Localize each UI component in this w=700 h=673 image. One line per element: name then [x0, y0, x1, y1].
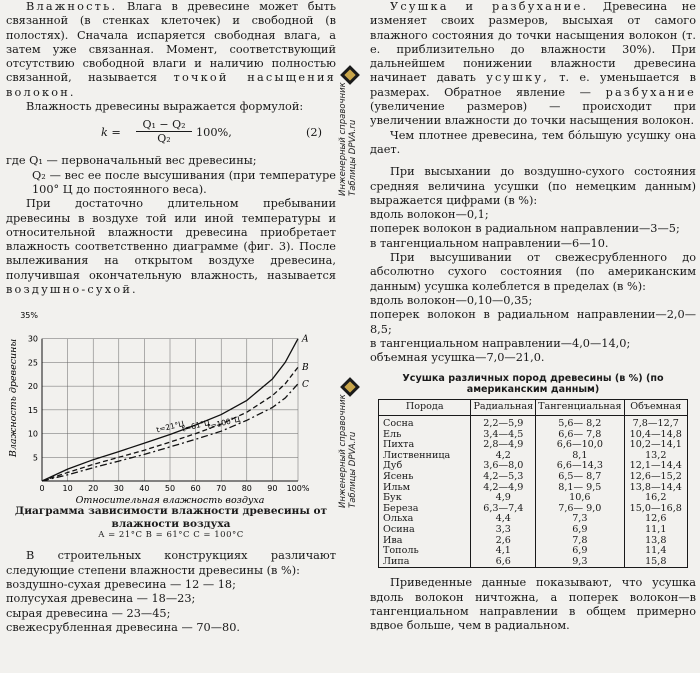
table-cell-value: 4,2: [471, 451, 536, 462]
paragraph-2-term: воздушно-сухой.: [6, 283, 138, 297]
table-cell-value: 13,8: [624, 536, 687, 547]
x-tick-label: 30: [113, 484, 124, 494]
table-cell-species: Ильм: [379, 483, 471, 494]
x-tick-label: 80: [241, 484, 252, 494]
table-cell-value: 4,4: [471, 514, 536, 525]
chart-caption: Диаграмма зависимости влажности древесины от влажности воздуха: [14, 505, 328, 530]
shrinkage-table: [378, 399, 688, 568]
table-cell-value: 5,6— 8,2: [536, 416, 624, 430]
y-axis-label: Влажность древесины: [8, 339, 19, 458]
series-end-label: B: [302, 363, 309, 374]
table-cell-value: 6,9: [536, 525, 624, 536]
table-cell-value: 3,4—4,5: [471, 430, 536, 441]
table-cell-value: 8,1: [536, 451, 624, 462]
grade-3: сырая древесина — 23—45;: [6, 606, 171, 620]
y-tick-label: 15: [27, 406, 38, 416]
table-cell-value: 2,6: [471, 536, 536, 547]
table-cell-value: 7,8—12,7: [624, 416, 687, 430]
x-tick-label: 70: [216, 484, 227, 494]
paragraph-2-text: При достаточно длительном пребывании древесины в воздухе той или иной температуры и относительной влажности древесина приобретает влажность соответственно диаграмме (фиг. 3). После вылеживания на открытом воздухе древесина, получившая окончательную влажность, называется: [6, 197, 336, 282]
table-cell-value: 6,3—7,4: [471, 504, 536, 515]
table-cell-value: 7,3: [536, 514, 624, 525]
x-tick-label: 0: [39, 484, 45, 494]
table-cell-species: Сосна: [379, 416, 471, 430]
table-cell-value: 6,6—14,3: [536, 461, 624, 472]
density-paragraph: Чем плотнее древесина, тем бо́льшую усушку она дает.: [370, 128, 696, 156]
table-cell-value: 9,3: [536, 557, 624, 568]
where-1: где Q₁ — первоначальный вес древесины;: [6, 154, 257, 168]
y-tick-label: 20: [27, 382, 38, 392]
table-cell-value: 11,1: [624, 525, 687, 536]
table-cell-species: Осина: [379, 525, 471, 536]
table-cell-species: Ель: [379, 430, 471, 441]
chart-grid: [42, 339, 298, 481]
table-header: Порода: [379, 400, 471, 416]
table-cell-value: 12,6—15,2: [624, 472, 687, 483]
table-cell-value: 15,8: [624, 557, 687, 568]
x-tick-label: 40: [139, 484, 150, 494]
x-tick-label: 20: [88, 484, 99, 494]
conclusion-paragraph: Приведенные данные показывают, что усушка вдоль волокон ничтожна, а поперек волокон—в тангенциальном направлении в общем примерно вдвое больше, чем в радиальном.: [370, 576, 696, 633]
paragraph-2: [6, 197, 336, 297]
formula-numerator: Q₁ − Q₂: [136, 118, 192, 132]
grade-1: воздушно-сухая древесина — 12 — 18;: [6, 577, 236, 591]
chart-svg: [6, 305, 336, 505]
curve-label: t=100°Ц: [206, 414, 242, 432]
table-cell-value: 10,4—14,8: [624, 430, 687, 441]
shrinkage-term: усушку,: [486, 71, 550, 85]
right-column: [370, 0, 696, 634]
table-row: [379, 557, 688, 568]
formula-fraction: [136, 118, 192, 145]
table-cell-species: Ольха: [379, 514, 471, 525]
y-tick-label: 30: [27, 335, 38, 345]
table-cell-value: 4,2—4,9: [471, 483, 536, 494]
table-body: [379, 416, 688, 568]
formula-number: (2): [305, 126, 322, 140]
watermark-text-1: Инженерный справочник Таблицы DPVA.ru: [338, 82, 358, 196]
swelling-term: разбухание: [605, 85, 696, 99]
formula-denominator: Q₂: [157, 132, 171, 146]
german-line-2: поперек волокон в радиальном направлении—3—5;: [370, 222, 680, 236]
table-header-row: [379, 400, 688, 416]
table-cell-value: 6,6—10,0: [536, 440, 624, 451]
table-cell-value: 4,2—5,3: [471, 472, 536, 483]
table-cell-value: 10,2—14,1: [624, 440, 687, 451]
table-cell-species: Липа: [379, 557, 471, 568]
table-row: [379, 514, 688, 525]
x-tick-label: 60: [190, 484, 201, 494]
table-cell-value: 3,6—8,0: [471, 461, 536, 472]
american-data-paragraph: При высушивании от свежесрубленного до абсолютно сухого состояния (по американским данным) усушка колеблется в пределах (в %):: [370, 251, 696, 293]
grade-2: полусухая древесина — 18—23;: [6, 592, 196, 606]
table-cell-species: Пихта: [379, 440, 471, 451]
table-cell-value: 4,9: [471, 493, 536, 504]
table-cell-value: 7,6— 9,0: [536, 504, 624, 515]
table-cell-species: Лиственница: [379, 451, 471, 462]
formula-percent: 100%,: [196, 126, 232, 140]
table-cell-value: 2,8—4,9: [471, 440, 536, 451]
grade-4: свежесрубленная древесина — 70—80.: [6, 620, 240, 634]
american-line-1: вдоль волокон—0,10—0,35;: [370, 293, 533, 307]
y-tick-label: 25: [27, 358, 38, 368]
x-tick-label: 50: [164, 484, 176, 494]
american-line-3: в тангенциальном направлении—4,0—14,0;: [370, 336, 631, 350]
y-tick-label: 35%: [20, 311, 38, 321]
x-tick-label: 90: [267, 484, 278, 494]
intro-term: Влажность.: [26, 0, 118, 13]
paragraph-3: В строительных конструкциях различают следующие степени влажности древесины (в %):: [6, 549, 336, 577]
shrinkage-text-1: Древесина не изменяет своих размеров, высыхая от самого влажного состояния до точки насыщения волокон (т. е. приблизительно до влажности 30%). При дальнейшем понижении влажности древесина начинает давать: [370, 0, 696, 85]
intro-term-2: точкой насыщения волокон.: [6, 71, 337, 99]
table-cell-species: Ива: [379, 536, 471, 547]
y-tick-label: 10: [27, 429, 38, 439]
shrinkage-text-2: т. е. уменьшается в размерах. Обратное явление —: [370, 71, 696, 99]
table-caption: Усушка различных пород древесины (в %) (по американским данным): [402, 373, 664, 396]
table-row: [379, 483, 688, 494]
german-line-1: вдоль волокон—0,1;: [370, 208, 489, 222]
table-cell-value: 3,3: [471, 525, 536, 536]
table-cell-value: 8,1— 9,5: [536, 483, 624, 494]
table-cell-value: 16,2: [624, 493, 687, 504]
table-row: [379, 525, 688, 536]
table-cell-value: 6,6— 7,8: [536, 430, 624, 441]
table-cell-value: 12,6: [624, 514, 687, 525]
table-header: Тангенциальная: [536, 400, 624, 416]
table-row: [379, 536, 688, 547]
chart-caption-legend: A = 21°C B = 61°C C = 100°C: [98, 530, 244, 541]
german-line-3: в тангенциальном направлении—6—10.: [370, 236, 609, 250]
intro-paragraph: [6, 0, 336, 100]
table-row: [379, 504, 688, 515]
table-row: [379, 416, 688, 430]
table-row: [379, 472, 688, 483]
table-header: Радиальная: [471, 400, 536, 416]
table-cell-value: 7,8: [536, 536, 624, 547]
where-2: Q₂ — вес ее после высушивания (при температуре 100° Ц до постоянного веса).: [32, 168, 336, 196]
table-cell-species: Ясень: [379, 472, 471, 483]
table-cell-species: Береза: [379, 504, 471, 515]
left-column: [6, 0, 336, 635]
table-cell-value: 6,6: [471, 557, 536, 568]
table-cell-species: Дуб: [379, 461, 471, 472]
table-row: [379, 546, 688, 557]
formula: [6, 118, 336, 148]
x-axis-label: Относительная влажность воздуха: [75, 495, 265, 506]
series-end-label: A: [302, 335, 309, 346]
shrinkage-heading: Усушка и разбухание.: [390, 0, 589, 13]
american-line-4: объемная усушка—7,0—21,0.: [370, 351, 545, 365]
table-cell-value: 4,1: [471, 546, 536, 557]
table-cell-value: 13,2: [624, 451, 687, 462]
formula-k: k =: [101, 126, 121, 140]
x-tick-label: 100%: [286, 484, 310, 494]
watermark-text-2: Инженерный справочник Таблицы DPVA.ru: [338, 394, 358, 508]
table-cell-value: 2,2—5,9: [471, 416, 536, 430]
curve-label: t=61°Ц: [181, 418, 211, 434]
shrinkage-text-3: (увеличение размеров) — происходит при увеличении влажности до точки насыщения волокон.: [370, 100, 696, 128]
table-cell-value: 12,1—14,4: [624, 461, 687, 472]
table-cell-value: 6,5— 8,7: [536, 472, 624, 483]
curve-label: t=21°Ц: [155, 419, 186, 435]
table-cell-value: 15,0—16,8: [624, 504, 687, 515]
american-line-2: поперек волокон в радиальном направлении—2,0—8,5;: [370, 308, 696, 336]
shrinkage-paragraph: [370, 0, 696, 129]
humidity-chart: [6, 305, 336, 505]
table-cell-species: Бук: [379, 493, 471, 504]
formula-intro: Влажность древесины выражается формулой:: [26, 100, 304, 114]
grades-list: [6, 578, 336, 635]
table-cell-value: 6,9: [536, 546, 624, 557]
intro-text: Влага в древесине может быть связанной (в стенках клеточек) и свободной (в полостях). Сначала испаряется свободная влага, а затем уже связанная. Момент, соответствующий отсутствию свободной влаги и наличию полностью связанной, называется: [6, 0, 336, 85]
table-cell-value: 11,4: [624, 546, 687, 557]
german-data-paragraph: При высыхании до воздушно-сухого состояния средняя величина усушки (по немецким данным) выражается цифрами (в %):: [370, 165, 696, 207]
y-tick-label: 5: [32, 453, 38, 463]
table-header: Объемная: [624, 400, 687, 416]
table-cell-value: 10,6: [536, 493, 624, 504]
table-cell-value: 13,8—14,4: [624, 483, 687, 494]
shrinkage-table-block: [378, 373, 688, 568]
series-end-label: C: [302, 380, 309, 391]
x-tick-label: 10: [62, 484, 73, 494]
table-cell-species: Тополь: [379, 546, 471, 557]
